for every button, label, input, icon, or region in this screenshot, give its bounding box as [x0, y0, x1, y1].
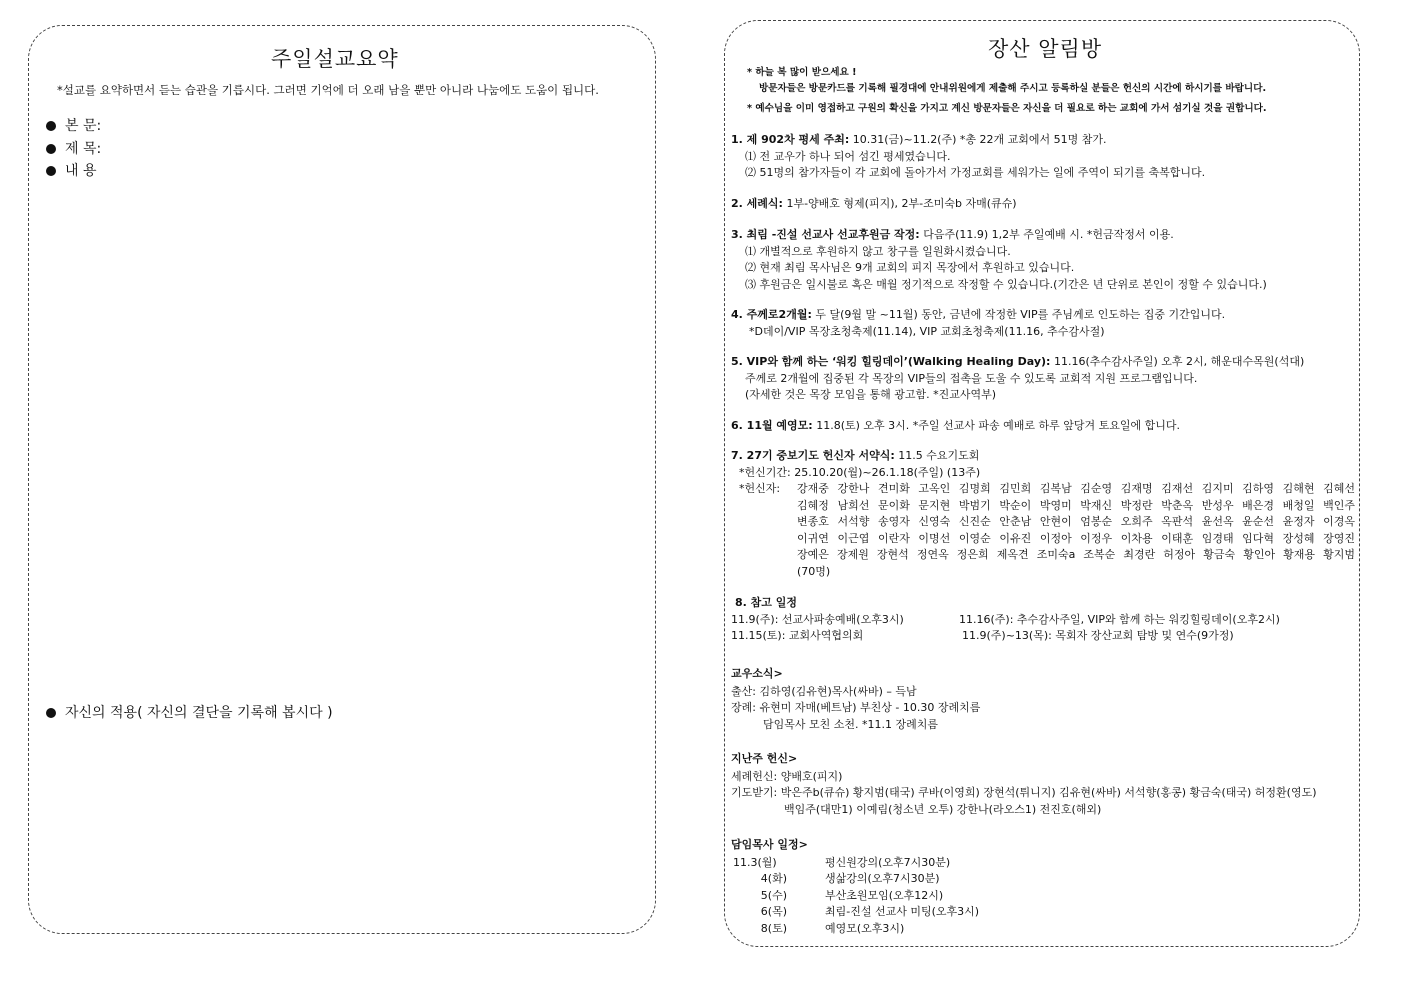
schedule-date: 11.3(월)	[733, 855, 777, 869]
notice-section-8: 8. 참고 일정 11.9(주): 선교사파송예배(오후3시) 11.16(주): 추수감사주일, VIP와 함께 하는 워킹힐링데이(오후2시) 11.15(토): 교회사역협의회 11.9(주)~13(목): 목회자 장산교회 탐방 및 연수(9가정)	[731, 596, 1280, 642]
announcements-panel	[724, 20, 1360, 947]
schedule-event: 생삶강의(오후7시30분)	[825, 872, 940, 885]
notice-section-6: 6. 11월 예영모: 11.8(토) 오후 3시. *주일 선교사 파송 예배로 하루 앞당겨 토요일에 합니다.	[731, 419, 1181, 432]
schedule-date: 6(목)	[760, 905, 787, 918]
bullet-icon	[46, 166, 56, 176]
schedule-date: 5(수)	[760, 888, 787, 902]
notice-section-5: 5. VIP와 함께 하는 ‘워킹 힐링데이’(Walking Healing Day): 11.16(추수감사주일) 오후 2시, 해운대수목원(석대) 주께로 2개월에 집중된 각 목장의 VIP들의 접촉을 도울 수 있도록 교회적 지원 프로그램입니다. (자세한 것은 목장 모임을 통해 광고함. *진교사역부)	[731, 355, 1305, 401]
last-week-offering: 지난주 헌신> 세례헌신: 양배호(피지) 기도받기: 박은주b(큐슈) 황지범(태국) 쿠바(이영희) 장현석(튀니지) 김유현(싸바) 서석향(홍콩) 황금숙(태국) 허정환(영도) 백임주(대만1) 이예림(청소년 오투) 강한나(라오스1) 전진호(해외)	[731, 752, 1317, 816]
field-content: 내 용	[46, 160, 97, 180]
schedule-event: 평신원강의(오후7시30분)	[825, 855, 951, 869]
bullet-icon	[46, 121, 56, 131]
volunteer-names: 강재중 강한나 견미화 고옥인 김명희 김민희 김복남 김순영 김재명 김재선 김지미 김하영 김해현 김혜선 김혜정 남희선 문이화 문지현 박범기 박순이 박영미 박재신 박정란 박춘옥 반성우 배은경 배청일 백인주 변종호 서석향 송영자 신영숙 신진순 안춘남 안현이 엄봉순 오희주 옥판석 윤선옥 윤순선 윤정자 이경옥 이귀연 이근엽 이란자 이명선 이영순 이유진 이정아 이정우 이차용 이태훈 임경태 임다혁 장성혜 장영진 장예은 장제원 장현석 정연옥 정은희 제옥견 조미숙a 조복순 최경란 허정아 황금숙 황인아 황재용 황지범 (70명)	[797, 482, 1355, 578]
schedule-event: 최림-진설 선교사 미팅(오후3시)	[825, 905, 980, 918]
sermon-subtitle: *설교를 요약하면서 듣는 습관을 기릅시다. 그러면 기억에 더 오래 남을 뿐만 아니라 나눔에도 도움이 됩니다.	[57, 83, 599, 97]
bullet-icon	[46, 708, 56, 718]
volunteer-label: *헌신자:	[739, 482, 781, 495]
announcements-title: 장산 알림방	[988, 37, 1103, 61]
visitor-notice: * 하늘 복 많이 받으세요 ! 방문자들은 방문카드를 기록해 필경대에 안내위원에게 제출해 주시고 등록하실 분들은 헌신의 시간에 하시기를 바랍니다. * 예수님을 이미 영접하고 구원의 확신을 가지고 계신 방문자들은 자신을 더 필요로 하는 교회에 가서 섬기실 것을 권합니다.	[747, 67, 1267, 114]
schedule-date: 4(화)	[760, 872, 787, 885]
schedule-event: 예영모(오후3시)	[825, 921, 905, 935]
field-text: 본 문:	[46, 115, 101, 135]
sermon-title: 주일설교요약	[271, 47, 399, 71]
members-news: 교우소식> 출산: 김하영(김유현)목사(싸바) – 득남 장례: 유현미 자매(베트남) 부친상 - 10.30 장례치름 담임목사 모친 소천. *11.1 장례치름	[731, 667, 981, 731]
field-title: 제 목:	[46, 138, 101, 158]
field-application: 자신의 적용( 자신의 결단을 기록해 봅시다 )	[46, 702, 333, 722]
schedule-event: 부산초원모임(오후12시)	[825, 888, 944, 902]
sermon-summary-panel	[28, 25, 656, 934]
notice-section-1: 1. 제 902차 평세 주최: 10.31(금)~11.2(주) *총 22개 교회에서 51명 참가. ⑴ 전 교우가 하나 되어 섬긴 평세였습니다. ⑵ 51명의 참가자들이 각 교회에 돌아가서 가정교회를 세워가는 일에 주역이 되기를 축복합니다.	[731, 133, 1206, 179]
notice-section-4: 4. 주께로2개월: 두 달(9월 말 ~11월) 동안, 금년에 작정한 VIP를 주님께로 인도하는 집중 기간입니다. *D데이/VIP 목장초청축제(11.14), VIP 교회초청축제(11.16, 추수감사절)	[731, 308, 1226, 338]
notice-section-2: 2. 세례식: 1부-양배호 형제(피지), 2부-조미숙b 자매(큐슈)	[731, 197, 1017, 210]
schedule-date: 8(토)	[760, 921, 787, 935]
notice-section-3: 3. 최림 -진설 선교사 선교후원금 작정: 다음주(11.9) 1,2부 주일예배 시. *헌금작정서 이용. ⑴ 개별적으로 후원하지 않고 창구를 일원화시켰습니다. ⑵ 현재 최림 목사님은 9개 교회의 피지 목장에서 후원하고 있습니다. ⑶ 후원금은 일시불로 혹은 매월 정기적으로 작정할 수 있습니다.(기간은 년 단위로 본인이 정할 수 있습니다.)	[731, 228, 1267, 291]
bullet-icon	[46, 144, 56, 154]
pastor-schedule: 담임목사 일정> 11.3(월) 평신원강의(오후7시30분) 4(화) 생삶강의(오후7시30분) 5(수) 부산초원모임(오후12시) 6(목) 최림-진설 선교사 미팅(오후3시) 8(토) 예영모(오후3시)	[731, 837, 1355, 937]
notice-section-7: 7. 27기 중보기도 헌신자 서약식: 11.5 수요기도회 *헌신기간: 25.10.20(월)~26.1.18(주일) (13주) *헌신자: 강재중 강한나 견미화 고옥인 김명희 김민희 김복남 김순영 김재명 김재선 김지미 김하영 김해현 김혜선 김혜정 남희선 문이화 문지현 박범기 박순이 박영미 박재신 박정란 박춘옥 반성우 배은경 배청일 백인주 변종호 서석향 송영자 신영숙 신진순 안춘남 안현이 엄봉순 오희주 옥판석 윤선옥 윤순선 윤정자 이경옥 이귀연 이근엽 이란자 이명선 이영순 이유진 이정아 이정우 이차용 이태훈 임경태 임다혁 장성혜 장영진 장예은 장제원 장현석 정연옥 정은희 제옥견 조미숙a 조복순 최경란 허정아 황금숙 황인아 황재용 황지범 (70명)	[731, 448, 1355, 580]
